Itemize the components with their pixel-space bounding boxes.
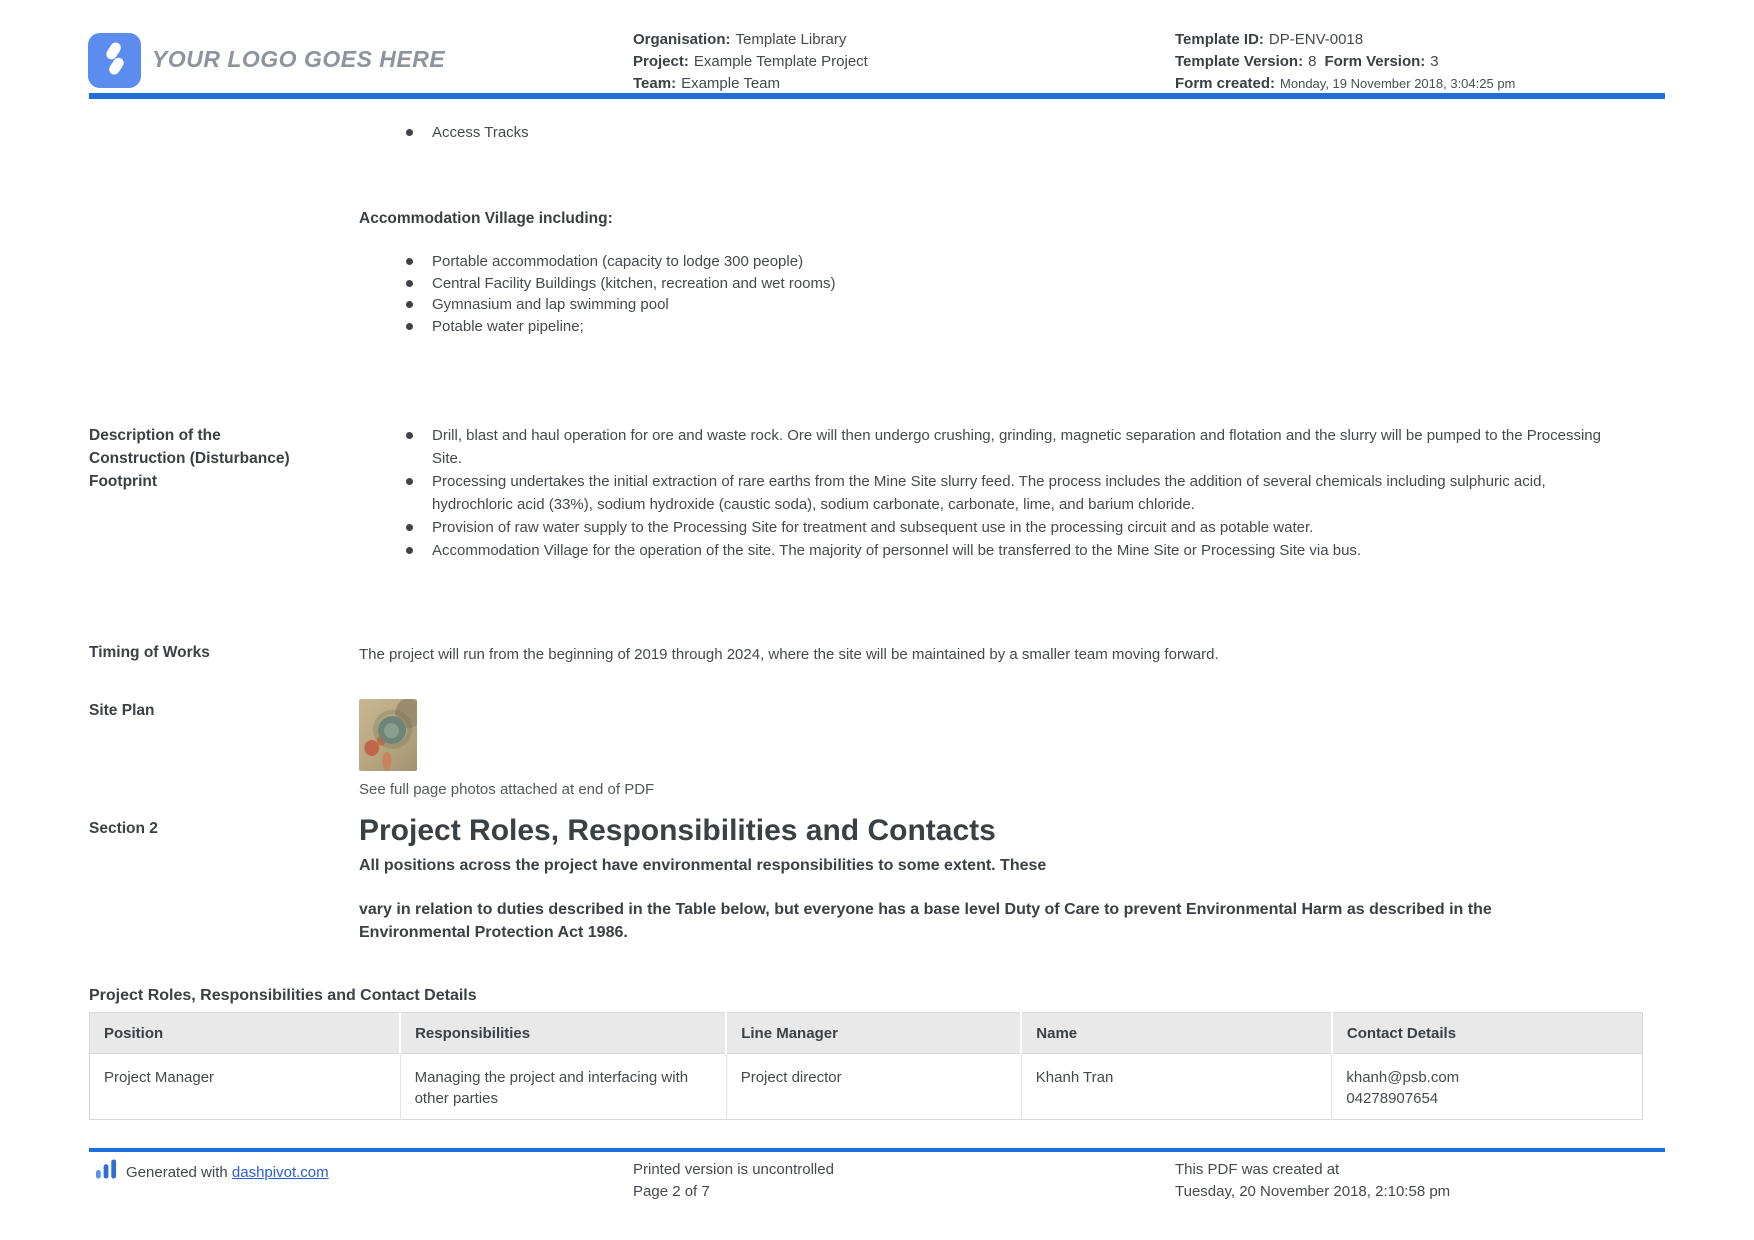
access-tracks-list <box>432 122 1032 144</box>
project-label: Project: <box>633 53 689 70</box>
version-line <box>1175 51 1515 73</box>
column-header-position: Position <box>90 1013 401 1054</box>
list-item: Drill, blast and haul operation for ore and waste rock. Ore will then undergo crushing, grinding, magnetic separation and flotation and the slurry will be pumped to the Processing Site. <box>432 424 1622 470</box>
team-line <box>633 73 868 95</box>
header-meta-left <box>633 29 868 95</box>
timing-of-works-label: Timing of Works <box>89 644 210 661</box>
list-item: Processing undertakes the initial extraction of rare earths from the Mine Site slurry feed. The process includes the addition of several chemicals including sulphuric acid, hydrochloric acid (33%), sodium hydroxide (caustic soda), sodium carbonate, carbonate, lime, and barium chloride. <box>432 470 1622 516</box>
project-line <box>633 51 868 73</box>
company-logo <box>88 33 141 88</box>
organisation-line <box>633 29 868 51</box>
site-plan-photo-thumbnail <box>359 699 417 771</box>
page-number: Page 2 of 7 <box>633 1183 710 1200</box>
template-id-value: DP-ENV-0018 <box>1268 31 1364 48</box>
organisation-label: Organisation: <box>633 31 731 48</box>
accommodation-list <box>432 251 1332 337</box>
project-value: Example Template Project <box>693 53 868 70</box>
form-created-line <box>1175 73 1515 95</box>
table-row <box>90 1054 1643 1120</box>
column-header-name: Name <box>1021 1013 1332 1054</box>
logo-placeholder-text: YOUR LOGO GOES HERE <box>152 46 446 72</box>
footer-divider-rule <box>89 1148 1665 1152</box>
site-plan-caption: See full page photos attached at end of PDF <box>359 781 655 798</box>
cell-line-manager: Project director <box>726 1054 1021 1120</box>
list-item: Potable water pipeline; <box>432 316 1332 338</box>
header-divider-rule <box>89 93 1665 99</box>
form-version-label: Form Version: <box>1324 53 1426 70</box>
team-label: Team: <box>633 75 677 92</box>
column-header-contact-details: Contact Details <box>1332 1013 1643 1054</box>
cell-responsibilities: Managing the project and interfacing with other parties <box>400 1054 726 1120</box>
generated-prefix: Generated with <box>126 1163 232 1181</box>
team-value: Example Team <box>681 75 781 92</box>
contact-phone: 04278907654 <box>1346 1090 1439 1107</box>
dashpivot-bars-icon <box>95 1159 118 1185</box>
footer-printed-note <box>633 1159 834 1203</box>
organisation-value: Template Library <box>735 31 847 48</box>
list-item: Central Facility Buildings (kitchen, recreation and wet rooms) <box>432 273 1332 295</box>
section2-intro-line1: All positions across the project have environmental responsibilities to some extent. These <box>359 857 1047 874</box>
template-id-label: Template ID: <box>1175 31 1264 48</box>
logo-mark-icon <box>96 39 134 83</box>
footer-created-note <box>1175 1159 1450 1203</box>
cell-name: Khanh Tran <box>1021 1054 1332 1120</box>
list-item: Provision of raw water supply to the Processing Site for treatment and subsequent use in the processing circuit and as potable water. <box>432 516 1622 539</box>
table-header-row <box>90 1013 1643 1054</box>
template-version-label: Template Version: <box>1175 53 1304 70</box>
contact-email: khanh@psb.com <box>1346 1069 1460 1086</box>
roles-table-title: Project Roles, Responsibilities and Contact Details <box>89 987 477 1004</box>
roles-table <box>89 1012 1643 1120</box>
footer-generated <box>95 1159 329 1185</box>
description-footprint-list <box>432 424 1622 562</box>
column-header-line-manager: Line Manager <box>726 1013 1021 1054</box>
site-plan-label: Site Plan <box>89 702 155 719</box>
timing-of-works-text: The project will run from the beginning of 2019 through 2024, where the site will be maintained by a smaller team moving forward. <box>359 646 1219 663</box>
column-header-responsibilities: Responsibilities <box>400 1013 726 1054</box>
form-created-value: Monday, 19 November 2018, 3:04:25 pm <box>1280 76 1516 91</box>
description-footprint-label: Description of the Construction (Disturbance) Footprint <box>89 427 290 490</box>
list-item: Portable accommodation (capacity to lodge 300 people) <box>432 251 1332 273</box>
cell-position: Project Manager <box>104 1069 215 1086</box>
dashpivot-link[interactable]: dashpivot.com <box>231 1163 329 1181</box>
section2-label: Section 2 <box>89 820 158 837</box>
list-item: Accommodation Village for the operation of the site. The majority of personnel will be transferred to the Mine Site or Processing Site via bus. <box>432 539 1622 562</box>
list-item: Access Tracks <box>432 122 1032 144</box>
list-item: Gymnasium and lap swimming pool <box>432 294 1332 316</box>
template-id-line <box>1175 29 1515 51</box>
section2-intro-line2: vary in relation to duties described in the Table below, but everyone has a base level Duty of Care to prevent Environmental Harm as described in the Environmental Protection Act 1986. <box>359 901 1492 941</box>
form-created-label: Form created: <box>1175 75 1276 92</box>
template-version-value: 8 <box>1308 53 1317 70</box>
form-version-value: 3 <box>1430 53 1439 70</box>
pdf-created-timestamp: Tuesday, 20 November 2018, 2:10:58 pm <box>1175 1183 1451 1200</box>
header-meta-right <box>1175 29 1515 95</box>
pdf-created-label: This PDF was created at <box>1175 1161 1340 1178</box>
accommodation-heading: Accommodation Village including: <box>359 210 613 227</box>
generated-with-text <box>126 1164 329 1181</box>
cell-contact-details <box>1332 1054 1643 1120</box>
printed-uncontrolled-text: Printed version is uncontrolled <box>633 1161 834 1178</box>
section2-title: Project Roles, Responsibilities and Contacts <box>359 814 996 847</box>
